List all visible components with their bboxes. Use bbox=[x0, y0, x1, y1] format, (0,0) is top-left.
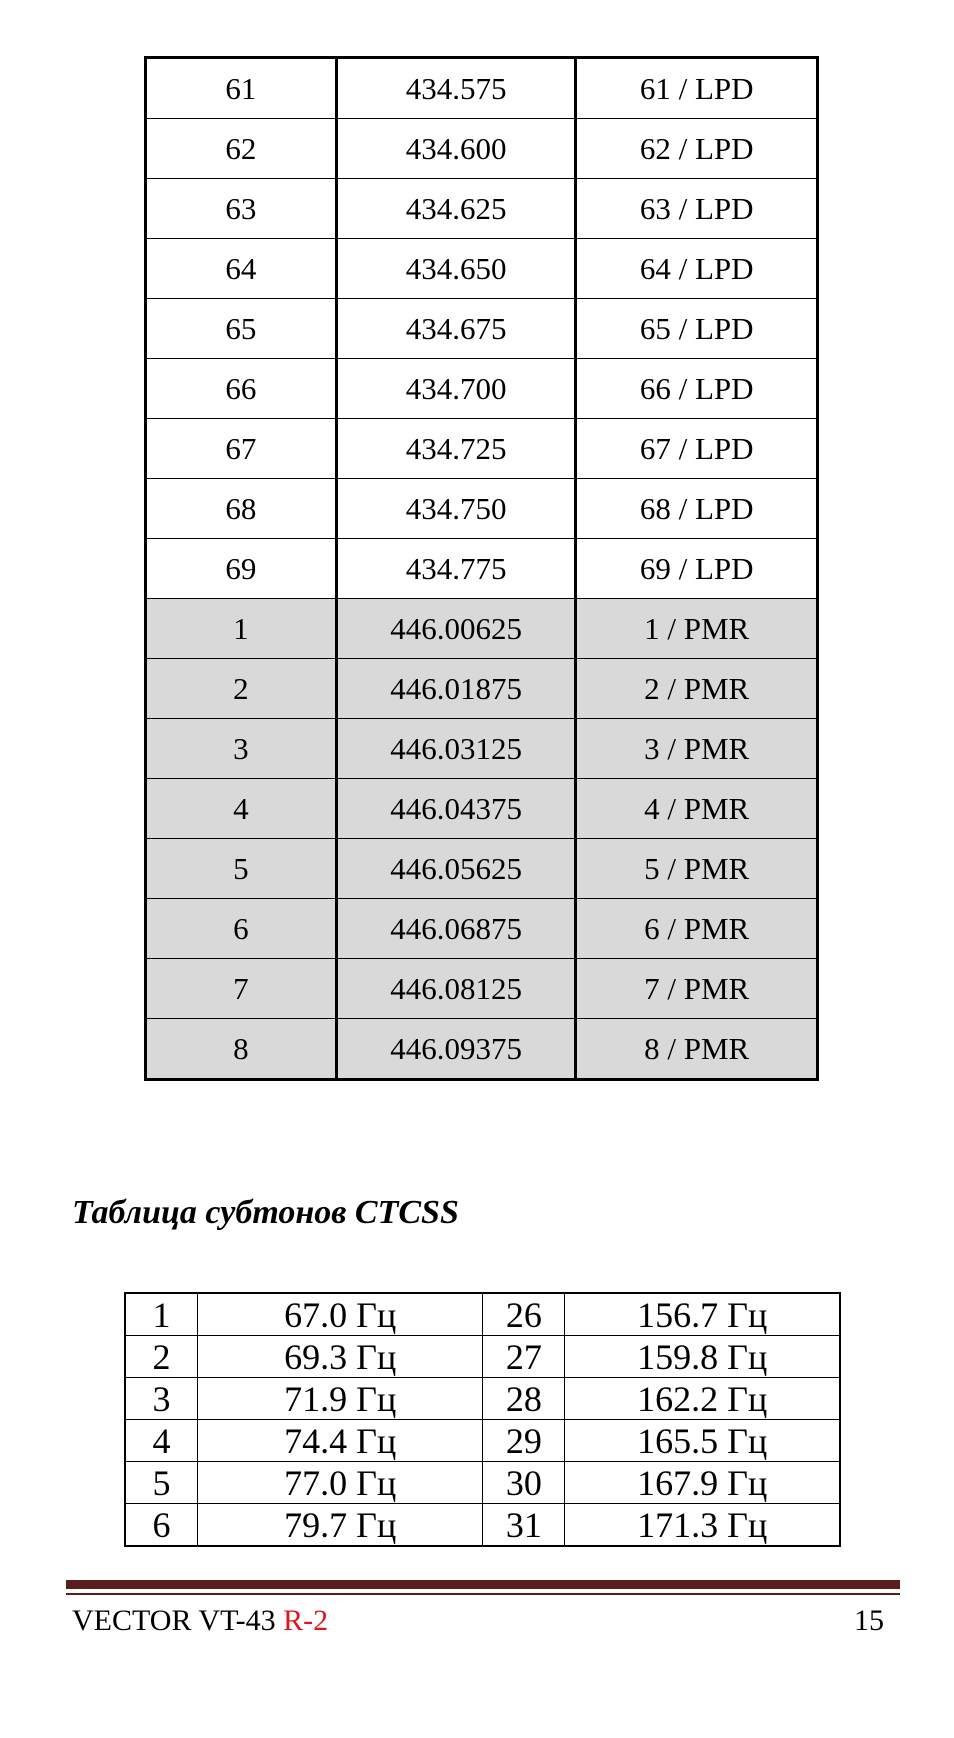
channel-row bbox=[146, 779, 818, 839]
channel-frequency-cell: 434.600 bbox=[336, 119, 576, 179]
channel-frequency-cell: 446.06875 bbox=[336, 899, 576, 959]
ctcss-frequency-cell: 79.7 Гц bbox=[197, 1504, 483, 1547]
channel-frequency-cell: 446.05625 bbox=[336, 839, 576, 899]
channel-label-cell: 5 / PMR bbox=[576, 839, 818, 899]
channel-number-cell: 61 bbox=[146, 58, 337, 119]
channel-number-cell: 6 bbox=[146, 899, 337, 959]
ctcss-frequency-cell: 69.3 Гц bbox=[197, 1336, 483, 1378]
ctcss-number-cell: 30 bbox=[483, 1462, 565, 1504]
channel-number-cell: 62 bbox=[146, 119, 337, 179]
channel-frequency-cell: 446.09375 bbox=[336, 1019, 576, 1080]
channel-row bbox=[146, 959, 818, 1019]
channel-row bbox=[146, 419, 818, 479]
channel-label-cell: 7 / PMR bbox=[576, 959, 818, 1019]
ctcss-number-cell: 4 bbox=[125, 1420, 197, 1462]
channel-frequency-cell: 446.03125 bbox=[336, 719, 576, 779]
channel-label-cell: 64 / LPD bbox=[576, 239, 818, 299]
channel-number-cell: 65 bbox=[146, 299, 337, 359]
ctcss-frequency-cell: 74.4 Гц bbox=[197, 1420, 483, 1462]
channel-label-cell: 4 / PMR bbox=[576, 779, 818, 839]
ctcss-frequency-cell: 162.2 Гц bbox=[565, 1378, 840, 1420]
channel-number-cell: 2 bbox=[146, 659, 337, 719]
ctcss-frequency-cell: 156.7 Гц bbox=[565, 1293, 840, 1336]
channel-row bbox=[146, 299, 818, 359]
channel-number-cell: 67 bbox=[146, 419, 337, 479]
ctcss-row bbox=[125, 1504, 840, 1547]
channel-number-cell: 3 bbox=[146, 719, 337, 779]
ctcss-row bbox=[125, 1420, 840, 1462]
channel-row bbox=[146, 839, 818, 899]
footer-rule-thick bbox=[66, 1580, 900, 1589]
ctcss-row bbox=[125, 1293, 840, 1336]
channel-row bbox=[146, 659, 818, 719]
channel-row bbox=[146, 119, 818, 179]
footer-model bbox=[72, 1606, 328, 1636]
channel-number-cell: 63 bbox=[146, 179, 337, 239]
channel-row bbox=[146, 599, 818, 659]
channel-row bbox=[146, 239, 818, 299]
channel-label-cell: 66 / LPD bbox=[576, 359, 818, 419]
channel-table-body bbox=[146, 58, 818, 1080]
channel-row bbox=[146, 179, 818, 239]
ctcss-table-body bbox=[125, 1293, 840, 1546]
channel-frequency-cell: 446.04375 bbox=[336, 779, 576, 839]
channel-label-cell: 69 / LPD bbox=[576, 539, 818, 599]
ctcss-number-cell: 27 bbox=[483, 1336, 565, 1378]
ctcss-number-cell: 31 bbox=[483, 1504, 565, 1547]
footer-model-name: VECTOR VT-43 bbox=[72, 1604, 284, 1637]
channel-label-cell: 6 / PMR bbox=[576, 899, 818, 959]
channel-row bbox=[146, 359, 818, 419]
channel-label-cell: 61 / LPD bbox=[576, 58, 818, 119]
ctcss-table-heading: Таблица субтонов CTCSS bbox=[72, 1194, 459, 1231]
channel-label-cell: 1 / PMR bbox=[576, 599, 818, 659]
footer-revision: R-2 bbox=[283, 1604, 329, 1637]
ctcss-frequency-cell: 165.5 Гц bbox=[565, 1420, 840, 1462]
ctcss-row bbox=[125, 1378, 840, 1420]
channel-row bbox=[146, 58, 818, 119]
channel-label-cell: 67 / LPD bbox=[576, 419, 818, 479]
channel-frequency-cell: 434.725 bbox=[336, 419, 576, 479]
footer-rule-thin bbox=[66, 1593, 900, 1595]
channel-frequency-cell: 434.650 bbox=[336, 239, 576, 299]
channel-label-cell: 68 / LPD bbox=[576, 479, 818, 539]
channel-frequency-cell: 446.00625 bbox=[336, 599, 576, 659]
ctcss-number-cell: 5 bbox=[125, 1462, 197, 1504]
ctcss-row bbox=[125, 1336, 840, 1378]
channel-row bbox=[146, 479, 818, 539]
channel-number-cell: 5 bbox=[146, 839, 337, 899]
channel-frequency-cell: 446.01875 bbox=[336, 659, 576, 719]
channel-number-cell: 66 bbox=[146, 359, 337, 419]
footer-page-number: 15 bbox=[854, 1604, 884, 1637]
channel-number-cell: 69 bbox=[146, 539, 337, 599]
ctcss-frequency-cell: 77.0 Гц bbox=[197, 1462, 483, 1504]
channel-row bbox=[146, 899, 818, 959]
ctcss-number-cell: 28 bbox=[483, 1378, 565, 1420]
channel-label-cell: 8 / PMR bbox=[576, 1019, 818, 1080]
ctcss-frequency-cell: 171.3 Гц bbox=[565, 1504, 840, 1547]
channel-frequency-cell: 434.775 bbox=[336, 539, 576, 599]
channel-number-cell: 7 bbox=[146, 959, 337, 1019]
channel-number-cell: 64 bbox=[146, 239, 337, 299]
channel-frequency-cell: 446.08125 bbox=[336, 959, 576, 1019]
ctcss-number-cell: 26 bbox=[483, 1293, 565, 1336]
channel-frequency-cell: 434.625 bbox=[336, 179, 576, 239]
ctcss-number-cell: 2 bbox=[125, 1336, 197, 1378]
ctcss-number-cell: 29 bbox=[483, 1420, 565, 1462]
ctcss-frequency-cell: 159.8 Гц bbox=[565, 1336, 840, 1378]
ctcss-number-cell: 6 bbox=[125, 1504, 197, 1547]
channel-label-cell: 3 / PMR bbox=[576, 719, 818, 779]
channel-frequency-cell: 434.750 bbox=[336, 479, 576, 539]
channel-frequency-table bbox=[144, 56, 819, 1081]
channel-row bbox=[146, 1019, 818, 1080]
channel-frequency-cell: 434.675 bbox=[336, 299, 576, 359]
channel-number-cell: 8 bbox=[146, 1019, 337, 1080]
ctcss-number-cell: 3 bbox=[125, 1378, 197, 1420]
ctcss-subtone-table bbox=[124, 1292, 841, 1547]
channel-row bbox=[146, 719, 818, 779]
channel-label-cell: 62 / LPD bbox=[576, 119, 818, 179]
channel-label-cell: 65 / LPD bbox=[576, 299, 818, 359]
ctcss-frequency-cell: 71.9 Гц bbox=[197, 1378, 483, 1420]
channel-label-cell: 63 / LPD bbox=[576, 179, 818, 239]
channel-number-cell: 4 bbox=[146, 779, 337, 839]
ctcss-row bbox=[125, 1462, 840, 1504]
channel-number-cell: 68 bbox=[146, 479, 337, 539]
ctcss-frequency-cell: 67.0 Гц bbox=[197, 1293, 483, 1336]
channel-frequency-cell: 434.575 bbox=[336, 58, 576, 119]
channel-number-cell: 1 bbox=[146, 599, 337, 659]
channel-row bbox=[146, 539, 818, 599]
channel-frequency-cell: 434.700 bbox=[336, 359, 576, 419]
ctcss-frequency-cell: 167.9 Гц bbox=[565, 1462, 840, 1504]
channel-label-cell: 2 / PMR bbox=[576, 659, 818, 719]
ctcss-number-cell: 1 bbox=[125, 1293, 197, 1336]
